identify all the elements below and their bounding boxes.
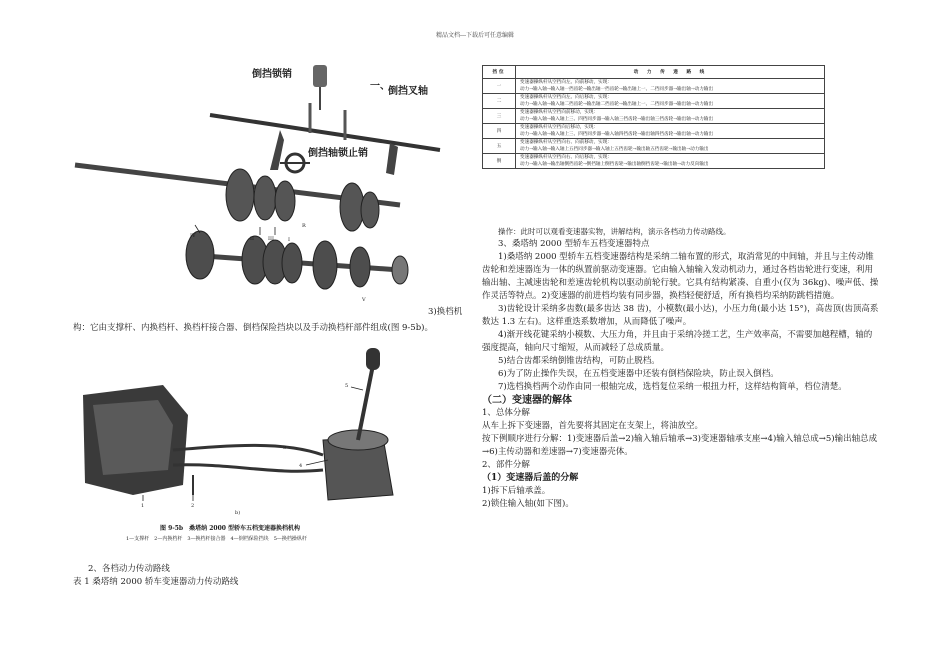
row-position: 倒 <box>483 154 516 169</box>
shift-mech-title: 3)换档机 <box>428 307 463 317</box>
table-row <box>483 79 825 94</box>
route-path: 动力→输入轴→输入轴二挡齿轮→输出轴二挡齿轮→输出轴上一、二挡同步器→输出轴→动力输出 <box>520 102 714 107</box>
feature-6: 6)为了防止操作失误，在五档变速器中还装有倒档保险块，防止误入倒档。 <box>498 369 779 379</box>
gear-route-table <box>482 65 825 169</box>
part-mark-3: 3 <box>283 445 287 451</box>
part-mark-v: V <box>362 297 366 303</box>
subheading-parts: 2、部件分解 <box>482 460 530 470</box>
route-condition: 变速器操纵杆从空挡向右、向后移动，实现： <box>520 155 612 160</box>
route-path: 动力→输入轴→输出轴倒挡齿轮→倒挡轴上倒挡齿轮→输出轴倒挡齿轮→输出轴→动力反向输出 <box>520 162 709 167</box>
label-fork-shaft: 倒挡叉轴 <box>388 86 428 97</box>
route-condition: 变速器操纵杆从空挡向前移动，实现： <box>520 110 599 115</box>
subheading-rear-cover: （1）变速器后盖的分解 <box>482 473 579 483</box>
gear-table-body <box>483 79 825 169</box>
row-position: 三 <box>483 109 516 124</box>
fig-b-legend: 1—支撑杆 2—内换档杆 3—换档杆接合器 4—倒档保险挡块 5—换档操纵杆 <box>126 536 307 542</box>
overall-line-1: 从车上拆下变速器，首先要将其固定在支架上，将油放空。 <box>482 421 704 431</box>
step-2: 2)锁住输入轴(如下图)。 <box>482 499 574 509</box>
table-row <box>483 109 825 124</box>
route-condition: 变速器操纵杆从空挡向左、向前移动，实现： <box>520 80 612 85</box>
route-path: 动力→输入轴→输入轴一挡齿轮→输出轴一挡齿轮→输出轴上一、二挡同步器→输出轴→动力输出 <box>520 87 714 92</box>
part-mark-iv: IV <box>190 233 196 239</box>
part-mark-5: 5 <box>345 383 349 389</box>
feature-3: 3)齿轮设计采纳多齿数(最多齿达 38 齿)，小模数(最小达)，小压力角(最小达 15°)，高齿顶(齿顶高系数达 1.3 左右)。这样重迭系数增加，从而降低了噪声。 <box>482 304 879 327</box>
row-position: 一 <box>483 79 516 94</box>
label-stop-pin: 倒挡轴锁止销 <box>308 148 368 159</box>
route-path: 动力→输入轴→输入轴上三、四挡同步器→输入轴三挡齿轮→输出轴三挡齿轮→输出轴→动力输出 <box>520 117 714 122</box>
feature-5: 5)结合齿都采纳倒锥齿结构，可防止脱档。 <box>498 356 660 366</box>
feature-1: 1)桑塔纳 2000 型轿车五档变速器结构是采纳二轴布置的形式，取消常见的中间轴，并且与主传动锥齿轮和差速器连为一体的纵置前驱动变速器。它由输入轴输入发动机动力，通过各档齿轮进行变速，利用输出轴、主减速齿轮和差速齿轮机构以驱动前轮行驶。它具有结构紧凑、自重小(仅为 36kg)、噪声低、操作灵活等特点。2)变速器的前进档均装有同步器，换档轻便舒适，所有换档均采纳防跳档措施。 <box>482 252 879 301</box>
table-row <box>483 124 825 139</box>
part-mark-i: I <box>288 237 290 243</box>
page-header: 精品文档---下载后可任意编辑 <box>435 32 515 39</box>
route-condition: 变速器操纵杆从空挡向后移动，实现： <box>520 125 599 130</box>
fig-b-caption: 图 9-5b 桑塔纳 2000 型轿车五档变速器换档机构 <box>160 525 301 532</box>
step-1: 1)拆下后轴承盖。 <box>482 486 551 496</box>
row-route <box>516 109 825 124</box>
section-2-heading: 2、各档动力传动路线 <box>88 564 170 574</box>
part-mark-4: 4 <box>299 463 303 469</box>
section-3-heading: 3、桑塔纳 2000 型轿车五档变速器特点 <box>498 239 650 249</box>
col-route: 动 力 传 递 路 线 <box>516 66 825 79</box>
part-mark-r: R <box>302 223 306 229</box>
part-mark-1: 1 <box>141 503 145 509</box>
col-position: 挡位 <box>483 66 516 79</box>
row-route <box>516 154 825 169</box>
route-path: 动力→输入轴→输入轴上五挡同步器→输入轴上五挡齿轮→输出轴五挡齿轮→输出轴→动力输出 <box>520 147 709 152</box>
figure-gearbox-exploded <box>70 55 460 315</box>
row-position: 五 <box>483 139 516 154</box>
table-row <box>483 154 825 169</box>
table-row <box>483 94 825 109</box>
operation-note: 操作：此时可以观看变速器实物，讲解结构，演示各档动力传动路线。 <box>498 227 731 236</box>
row-route <box>516 94 825 109</box>
shift-mech-body: 构：它由支撑杆、内换档杆、换档杆接合器、倒档保险挡块以及手动换档杆部件组成(图 9-5b)。 <box>73 323 433 333</box>
part-mark-2: 2 <box>191 503 195 509</box>
route-path: 动力→输入轴→输入轴上三、四挡同步器→输入轴四挡齿轮→输出轴四挡齿轮→输出轴→动力输出 <box>520 132 714 137</box>
gear-route-table-wrap <box>482 65 825 169</box>
part-mark-ii: II <box>250 236 254 242</box>
figure-shift-mechanism <box>73 345 433 545</box>
row-route <box>516 79 825 94</box>
route-condition: 变速器操纵杆从空挡向左、向后移动，实现： <box>520 95 612 100</box>
row-route <box>516 124 825 139</box>
label-lock-pin: 倒挡锁销 <box>252 69 292 80</box>
overall-line-2: 按下例顺序进行分解：1)变速器后盖→2)输入轴后轴承→3)变速器轴承支座→4)输入轴总成→5)输出轴总成→6)主传动器和差速器→7)变速器壳体。 <box>482 434 878 457</box>
row-position: 二 <box>483 94 516 109</box>
subheading-overall: 1、总体分解 <box>482 408 530 418</box>
fig-b-sublabel: b) <box>235 510 241 516</box>
heading-disassembly: （二）变速器的解体 <box>482 395 572 406</box>
row-position: 四 <box>483 124 516 139</box>
table-caption: 表 1 桑塔纳 2000 轿车变速器动力传动路线 <box>73 577 239 587</box>
right-text-block <box>482 225 880 511</box>
part-mark-iii: III <box>268 236 274 242</box>
row-route <box>516 139 825 154</box>
feature-7: 7)选档换档两个动作由同一根轴完成，选档复位采纳一根扭力杆，这样结构简单，档位清楚。 <box>498 382 847 392</box>
table-row <box>483 139 825 154</box>
route-condition: 变速器操纵杆从空挡向右、向前移动，实现： <box>520 140 612 145</box>
shift-mechanism-drawing <box>73 345 433 545</box>
feature-4: 4)渐开线花键采纳小模数、大压力角，并且由于采纳冷搓工艺，生产效率高，不需要加越程槽，轴的强度提高，轴向尺寸缩短，从而减轻了总成质量。 <box>482 330 873 353</box>
label-dash: 一、 <box>370 81 390 92</box>
